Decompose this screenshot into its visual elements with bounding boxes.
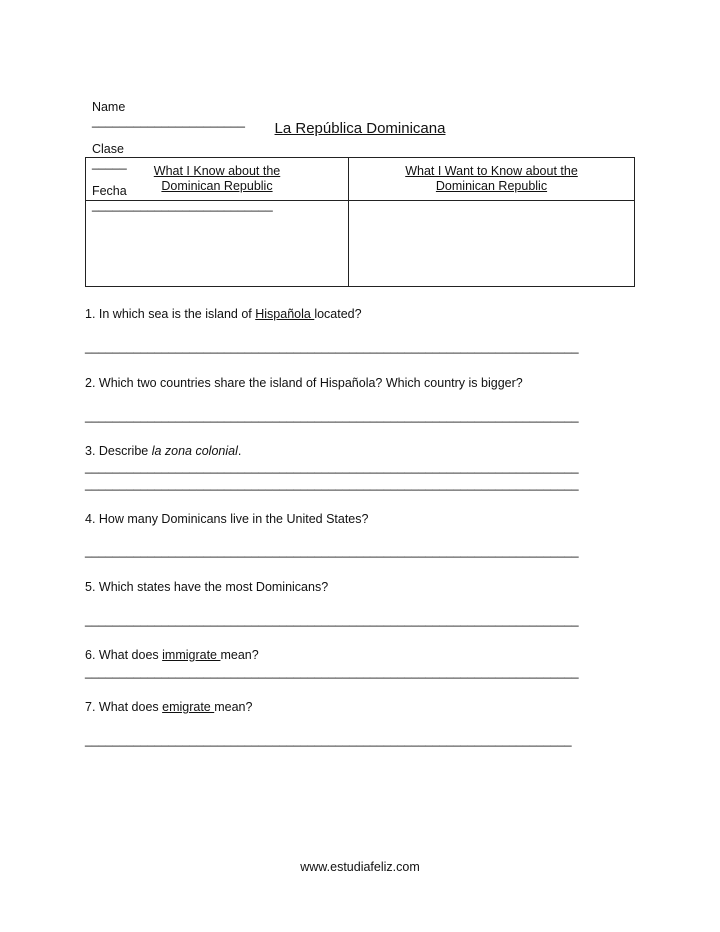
kwl-header-know-line1: What I Know about the [153,164,281,178]
name-blank[interactable]: ______________________ [91,114,245,128]
answer-line-3a[interactable]: _______________________________________________________________________ [85,460,579,474]
question-5: 5. Which states have the most Dominicans? [85,580,329,594]
name-label: Name [91,100,126,114]
question-6-term: immigrate [162,648,221,662]
class-blank[interactable]: _____ [91,156,127,170]
kwl-column-want [349,158,634,286]
answer-line-7[interactable]: ______________________________________________________________________ [85,733,572,747]
kwl-header-want-line1: What I Want to Know about the [405,164,578,178]
question-6 [85,648,259,662]
question-7-text-end: mean? [214,700,253,714]
question-6-text-end: mean? [220,648,259,662]
kwl-cell-know[interactable] [86,201,348,287]
kwl-cell-want[interactable] [349,201,634,287]
date-label: Fecha [91,184,127,198]
answer-line-2[interactable]: _______________________________________________________________________ [85,409,579,423]
answer-line-6[interactable]: _______________________________________________________________________ [85,665,579,679]
question-1 [85,307,362,321]
question-3 [85,444,241,458]
question-4: 4. How many Dominicans live in the United States? [85,512,369,526]
kwl-header-know [86,158,348,201]
question-7-term: emigrate [162,700,215,714]
kwl-column-know [86,158,349,286]
page-title: La República Dominicana [274,120,446,137]
answer-line-3b[interactable]: _______________________________________________________________________ [85,477,579,491]
class-label: Clase [91,142,124,156]
question-1-text-end: located? [314,307,362,321]
kwl-header-want [349,158,634,201]
question-3-text: 3. Describe [85,444,152,458]
question-1-term: Hispañola [255,307,315,321]
question-6-text: 6. What does [85,648,163,662]
answer-line-1[interactable]: _______________________________________________________________________ [85,340,579,354]
question-1-text: 1. In which sea is the island of [85,307,256,321]
kwl-header-want-line2: Dominican Republic [435,179,548,193]
answer-line-4[interactable]: _______________________________________________________________________ [85,544,579,558]
question-7-text: 7. What does [85,700,163,714]
kwl-header-know-line2: Dominican Republic [161,179,273,193]
question-3-text-end: . [237,444,242,458]
question-7 [85,700,252,714]
kwl-table [85,157,635,287]
question-2: 2. Which two countries share the island of Hispañola? Which country is bigger? [85,376,523,390]
question-3-term: la zona colonial [151,444,238,458]
footer-url: www.estudiafeliz.com [300,860,420,874]
answer-line-5[interactable]: _______________________________________________________________________ [85,613,579,627]
date-blank[interactable]: __________________________ [91,198,273,212]
